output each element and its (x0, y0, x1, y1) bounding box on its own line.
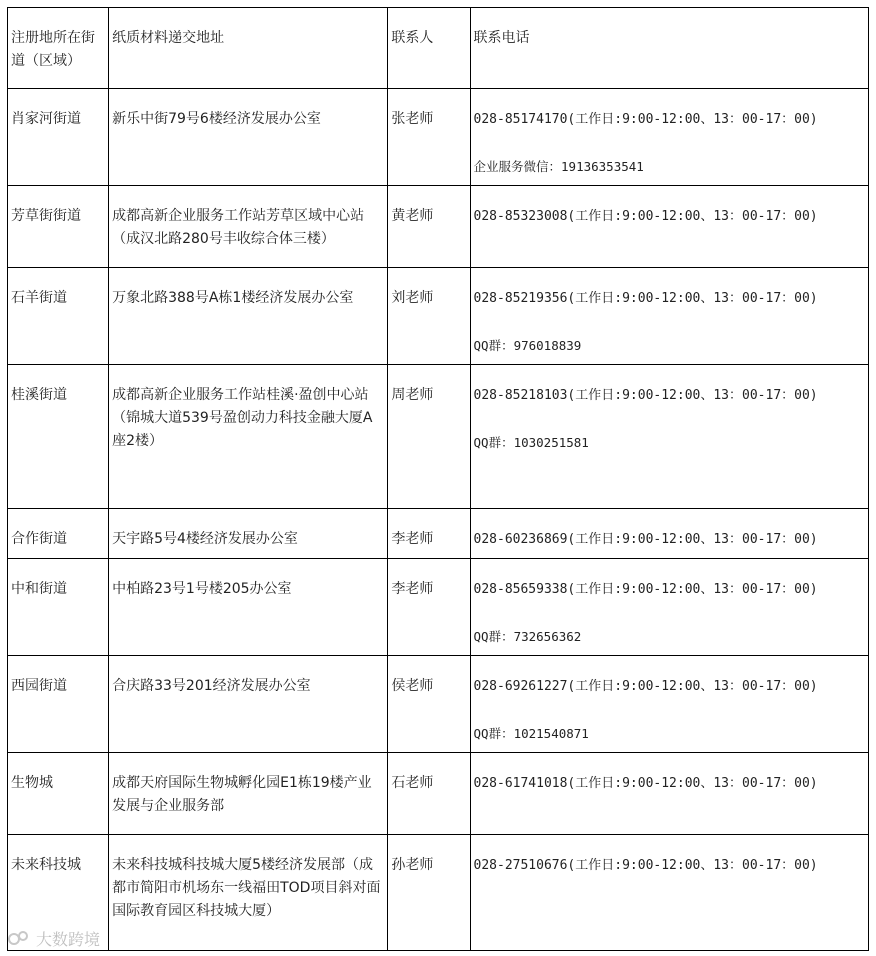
address-cell: 未来科技城科技城大厦5楼经济发展部（成都市简阳市机场东一线福田TOD项目斜对面国际教育园区科技城大厦） (112, 857, 381, 919)
phone-cell (471, 559, 868, 648)
header-cell: 注册地所在街道（区域） (8, 8, 109, 89)
extra-text: 企业服务微信：19136353541 (473, 159, 644, 174)
phone-text: 028-27510676(工作日:9:00-12:00、13：00-17：00) (473, 858, 818, 873)
table-row (8, 835, 869, 951)
watermark (8, 926, 100, 950)
address-cell: 天宇路5号4楼经济发展办公室 (112, 531, 298, 547)
phone-text: 028-85218103(工作日:9:00-12:00、13：00-17：00) (473, 388, 818, 403)
phone-cell (471, 268, 868, 357)
phone-cell (471, 509, 868, 551)
phone-text: 028-85659338(工作日:9:00-12:00、13：00-17：00) (473, 582, 818, 597)
address-cell: 新乐中街79号6楼经济发展办公室 (112, 111, 321, 127)
address-cell: 合庆路33号201经济发展办公室 (112, 678, 311, 694)
address-cell: 成都天府国际生物城孵化园E1栋19楼产业发展与企业服务部 (112, 775, 372, 814)
contact-cell: 孙老师 (391, 857, 434, 873)
address-cell: 成都高新企业服务工作站芳草区域中心站（成汉北路280号丰收综合体三楼） (112, 208, 365, 247)
table-header-row (8, 8, 869, 89)
watermark-text: 大数跨境 (36, 929, 101, 949)
contact-cell: 李老师 (391, 581, 434, 597)
street-cell: 中和街道 (11, 581, 67, 597)
table-row (8, 559, 869, 656)
table-row (8, 753, 869, 835)
address-cell: 中柏路23号1号楼205办公室 (112, 581, 292, 597)
street-cell: 未来科技城 (11, 857, 81, 873)
extra-text: QQ群：976018839 (473, 338, 582, 353)
address-cell: 万象北路388号A栋1楼经济发展办公室 (112, 290, 354, 306)
extra-text: QQ群：1030251581 (473, 435, 589, 450)
phone-cell (471, 186, 868, 228)
table-row (8, 268, 869, 365)
address-cell: 成都高新企业服务工作站桂溪·盈创中心站（锦城大道539号盈创动力科技金融大厦A座2楼） (112, 387, 373, 449)
street-cell: 合作街道 (11, 531, 67, 547)
header-cell: 纸质材料递交地址 (109, 8, 388, 89)
phone-cell (471, 89, 868, 178)
extra-text: QQ群：1021540871 (473, 726, 589, 741)
street-cell: 肖家河街道 (11, 111, 81, 127)
table-row (8, 365, 869, 509)
street-cell: 西园街道 (11, 678, 67, 694)
extra-text: QQ群：732656362 (473, 629, 582, 644)
phone-cell (471, 753, 868, 795)
phone-text: 028-61741018(工作日:9:00-12:00、13：00-17：00) (473, 776, 818, 791)
phone-text: 028-85174170(工作日:9:00-12:00、13：00-17：00) (473, 112, 818, 127)
contact-cell: 石老师 (391, 775, 434, 791)
header-cell: 联系人 (388, 8, 470, 89)
table-row (8, 186, 869, 268)
table-row (8, 509, 869, 559)
contact-cell: 刘老师 (391, 290, 434, 306)
table-row (8, 656, 869, 753)
phone-text: 028-69261227(工作日:9:00-12:00、13：00-17：00) (473, 679, 818, 694)
table-row (8, 89, 869, 186)
watermark-logo-icon (8, 929, 30, 947)
contact-cell: 侯老师 (391, 678, 434, 694)
contact-cell: 黄老师 (391, 208, 434, 224)
phone-cell (471, 656, 868, 745)
phone-text: 028-85219356(工作日:9:00-12:00、13：00-17：00) (473, 291, 818, 306)
street-cell: 桂溪街道 (11, 387, 67, 403)
contact-table (7, 7, 869, 951)
phone-cell (471, 365, 868, 454)
street-cell: 石羊街道 (11, 290, 67, 306)
phone-text: 028-85323008(工作日:9:00-12:00、13：00-17：00) (473, 209, 818, 224)
contact-cell: 周老师 (391, 387, 434, 403)
contact-cell: 张老师 (391, 111, 434, 127)
phone-text: 028-60236869(工作日:9:00-12:00、13：00-17：00) (473, 532, 818, 547)
street-cell: 芳草街街道 (11, 208, 81, 224)
street-cell: 生物城 (11, 775, 53, 791)
phone-cell (471, 835, 868, 877)
contact-cell: 李老师 (391, 531, 434, 547)
header-cell: 联系电话 (470, 8, 868, 89)
